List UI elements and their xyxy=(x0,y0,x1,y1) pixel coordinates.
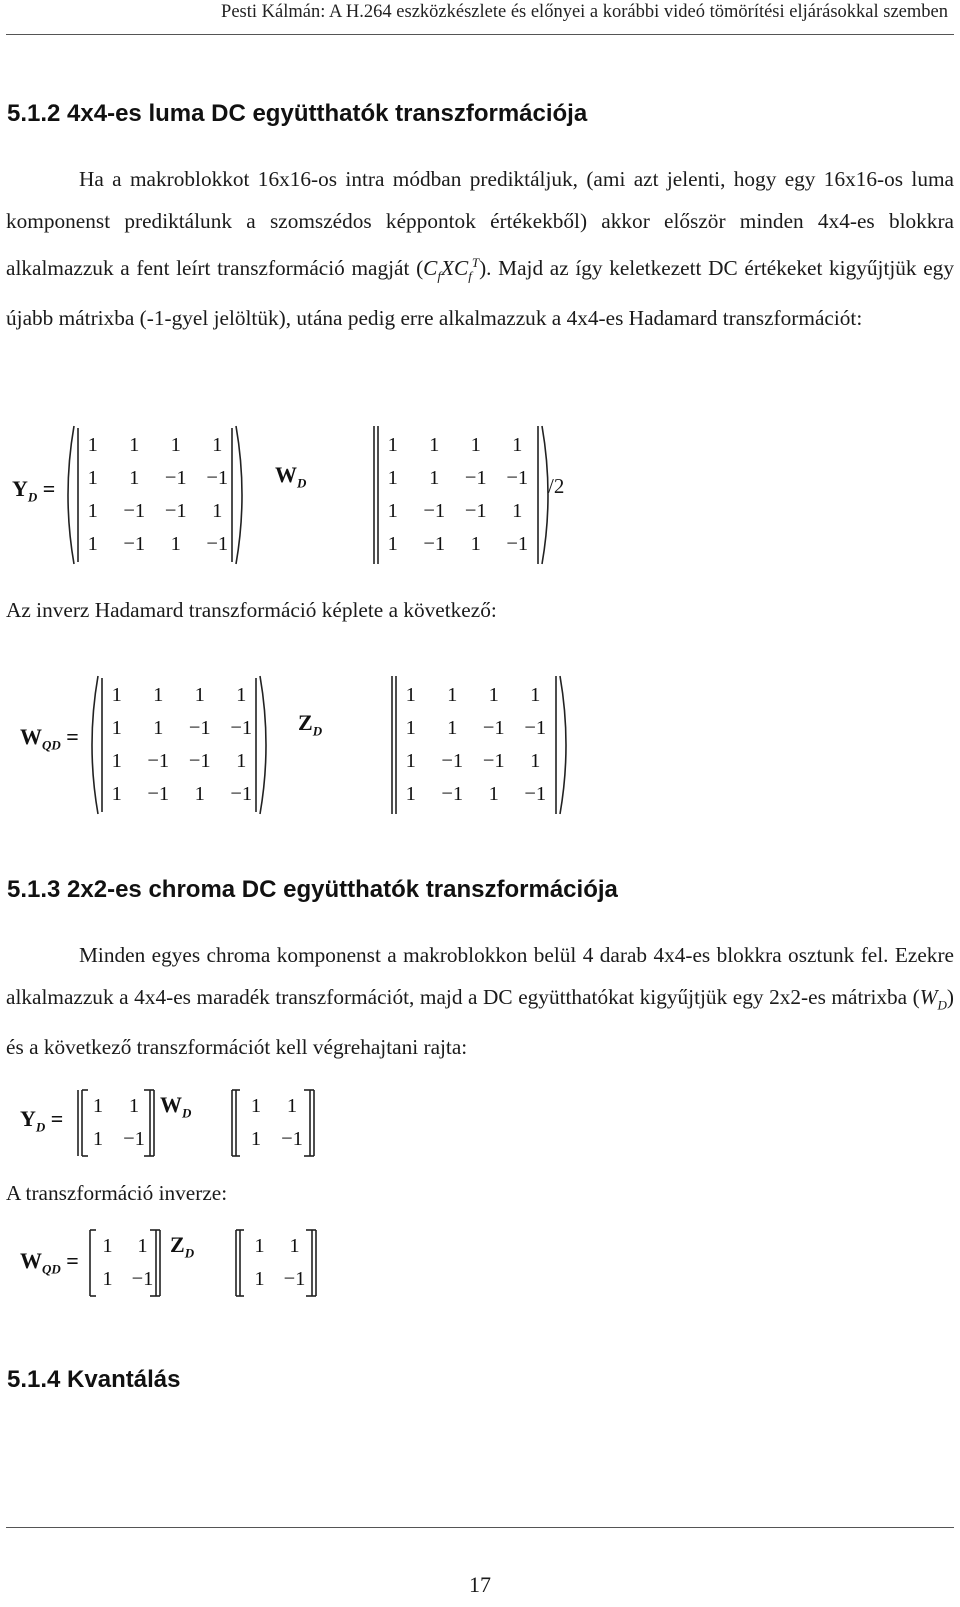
matrix-cell: −1 xyxy=(164,500,187,522)
matrix-cell: 1 xyxy=(137,1235,148,1257)
matrix-cell: 1 xyxy=(387,434,398,456)
equation-lhs: $Y_D$ = xyxy=(12,476,56,505)
matrix-cell: 1 xyxy=(87,467,98,489)
matrix-cells xyxy=(372,429,538,561)
matrix-cell: 1 xyxy=(111,717,122,739)
matrix-cell: 1 xyxy=(87,533,98,555)
matrix-cell: 1 xyxy=(405,750,416,772)
matrix-cell: 1 xyxy=(405,783,416,805)
matrix-cell: 1 xyxy=(87,500,98,522)
matrix-cell: 1 xyxy=(429,434,440,456)
matrix-cell: −1 xyxy=(147,783,170,805)
matrix-cell: −1 xyxy=(441,783,464,805)
matrix-cell: 1 xyxy=(87,434,98,456)
matrix-cell: 1 xyxy=(102,1235,113,1257)
matrix-cell: −1 xyxy=(230,783,253,805)
matrix-cells xyxy=(90,1230,160,1296)
matrix-cell: 1 xyxy=(236,684,247,706)
paragraph-chroma-dc xyxy=(6,934,954,1068)
matrix-cell: −1 xyxy=(131,1268,154,1290)
matrix-cell: 1 xyxy=(128,1095,140,1117)
matrix-cell: −1 xyxy=(506,533,529,555)
hadamard-matrix-left xyxy=(60,424,250,566)
matrix-cell: 1 xyxy=(212,434,223,456)
matrix-cell: 1 xyxy=(92,1128,104,1150)
matrix-cell: −1 xyxy=(164,467,187,489)
matrix-cell: 1 xyxy=(254,1268,265,1290)
matrix-cell: −1 xyxy=(423,500,446,522)
matrix-cell: 1 xyxy=(194,684,205,706)
matrix-cell: 1 xyxy=(447,717,458,739)
chroma-matrix-right xyxy=(228,1088,318,1158)
equation-lhs: $W_{QD}$ = xyxy=(20,1248,79,1277)
matrix-cell: 1 xyxy=(153,717,164,739)
matrix-cell: 1 xyxy=(111,783,122,805)
matrix-cell: −1 xyxy=(482,717,505,739)
equation-hadamard-forward xyxy=(0,410,960,580)
matrix-cell: 1 xyxy=(170,434,181,456)
matrix-cell: 1 xyxy=(111,684,122,706)
inverse-hadamard-intro: Az inverz Hadamard transzformáció képlete a következő: xyxy=(6,598,497,622)
equation-chroma-inverse xyxy=(0,1222,960,1302)
chroma-matrix-left xyxy=(86,1228,166,1298)
matrix-cells xyxy=(72,429,238,561)
equation-hadamard-inverse xyxy=(0,660,960,820)
equation-lhs: $W_{QD}$ = xyxy=(20,724,79,753)
section-title-5-1-4: 5.1.4 Kvantálás xyxy=(7,1366,181,1393)
matrix-cell: 1 xyxy=(470,533,481,555)
matrix-cell: 1 xyxy=(512,500,523,522)
matrix-cell: −1 xyxy=(206,467,229,489)
hadamard-matrix-right xyxy=(382,674,572,816)
matrix-cell: 1 xyxy=(236,750,247,772)
paragraph-luma-dc-text-a: Ha a makroblokkot 16x16-os intra módban prediktáljuk, (ami azt jelenti, hogy egy 16x16-os luma komponenst prediktálunk a szomszédos képpontok értékekből) akkor először minden 4x4-es blokkra alkalmazzuk a fent leírt transzformáció magját ( xyxy=(6,167,954,281)
matrix-cell: 1 xyxy=(212,500,223,522)
matrix-cell: 1 xyxy=(111,750,122,772)
paragraph-chroma-dc-text-a: Minden egyes chroma komponenst a makroblokkon belül 4 darab 4x4-es blokkra osztunk fel. Ezekre alkalmazzuk a 4x4-es maradék transzformációt, majd a DC együtthatókat kigyűjtjük egy 2x2-es mátrixba ( xyxy=(6,943,954,1009)
header-rule xyxy=(6,34,954,35)
matrix-cell: 1 xyxy=(102,1268,113,1290)
matrix-cell: −1 xyxy=(441,750,464,772)
matrix-cell: −1 xyxy=(524,717,547,739)
paragraph-chroma-dc-text-b: ) és a következő transzformációt kell végrehajtani rajta: xyxy=(6,985,954,1060)
matrix-cell: −1 xyxy=(123,1128,145,1150)
equation-mid-symbol: $Z_D$ xyxy=(298,710,323,739)
matrix-cell: 1 xyxy=(488,783,499,805)
equation-lhs: $Y_D$ = xyxy=(20,1106,64,1135)
matrix-cell: 1 xyxy=(170,533,181,555)
matrix-cell: 1 xyxy=(387,533,398,555)
matrix-cell: −1 xyxy=(281,1128,303,1150)
hadamard-matrix-left xyxy=(84,674,274,816)
matrix-cell: 1 xyxy=(405,684,416,706)
matrix-cell: 1 xyxy=(129,467,140,489)
matrix-cell: −1 xyxy=(464,467,487,489)
matrix-cell: 1 xyxy=(153,684,164,706)
matrix-cell: 1 xyxy=(530,750,541,772)
matrix-cell: −1 xyxy=(464,500,487,522)
formula-wd: $W_D$ xyxy=(919,985,947,1013)
matrix-cell: 1 xyxy=(405,717,416,739)
matrix-cells xyxy=(390,679,556,811)
matrix-cell: 1 xyxy=(447,684,458,706)
matrix-cell: −1 xyxy=(230,717,253,739)
matrix-cell: 1 xyxy=(92,1095,104,1117)
running-header: Pesti Kálmán: A H.264 eszközkészlete és előnyei a korábbi videó tömörítési eljárásokkal szemben xyxy=(221,2,948,22)
matrix-cell: −1 xyxy=(206,533,229,555)
matrix-cell: −1 xyxy=(188,717,211,739)
matrix-cell: 1 xyxy=(286,1095,298,1117)
hadamard-matrix-right xyxy=(364,424,554,566)
section-title-5-1-2: 5.1.2 4x4-es luma DC együtthatók transzformációja xyxy=(7,100,588,127)
footer-rule xyxy=(6,1527,954,1528)
matrix-cell: 1 xyxy=(289,1235,300,1257)
matrix-cell: 1 xyxy=(129,434,140,456)
paragraph-luma-dc-text-b: ). Majd az így keletkezett DC értékeket kigyűjtjük egy újabb mátrixba (-1-gyel jelöltük), utána pedig erre alkalmazzuk a 4x4-es Hadamard transzformációt: xyxy=(6,256,954,331)
matrix-cell: 1 xyxy=(470,434,481,456)
paragraph-luma-dc xyxy=(6,158,954,339)
matrix-cell: −1 xyxy=(283,1268,306,1290)
chroma-matrix-right xyxy=(232,1228,320,1298)
chroma-matrix-left xyxy=(74,1088,158,1158)
matrix-cell: −1 xyxy=(123,533,146,555)
formula-cf-x-cft: $C_fXC_f^T$ xyxy=(423,255,480,284)
equation-chroma-forward xyxy=(0,1082,960,1162)
equation-mid-symbol: $W_D$ xyxy=(160,1092,192,1121)
matrix-cell: 1 xyxy=(387,467,398,489)
matrix-cells xyxy=(242,1230,312,1296)
matrix-cell: −1 xyxy=(423,533,446,555)
matrix-cell: 1 xyxy=(250,1095,262,1117)
matrix-cell: 1 xyxy=(254,1235,265,1257)
matrix-cell: −1 xyxy=(188,750,211,772)
matrix-cell: 1 xyxy=(429,467,440,489)
chroma-inverse-intro: A transzformáció inverze: xyxy=(6,1181,228,1205)
matrix-cell: 1 xyxy=(488,684,499,706)
section-title-5-1-3: 5.1.3 2x2-es chroma DC együtthatók transzformációja xyxy=(7,876,618,903)
matrix-cell: −1 xyxy=(524,783,547,805)
matrix-cell: 1 xyxy=(250,1128,262,1150)
matrix-cells xyxy=(96,679,262,811)
matrix-cell: −1 xyxy=(482,750,505,772)
equation-mid-symbol: $Z_D$ xyxy=(170,1232,195,1261)
page-number: 17 xyxy=(469,1572,491,1597)
equation-divisor: /2 xyxy=(548,474,565,498)
equation-mid-symbol: $W_D$ xyxy=(275,462,307,491)
matrix-cell: −1 xyxy=(147,750,170,772)
matrix-cell: 1 xyxy=(512,434,523,456)
matrix-cell: 1 xyxy=(194,783,205,805)
matrix-cell: −1 xyxy=(123,500,146,522)
matrix-cell: −1 xyxy=(506,467,529,489)
matrix-cell: 1 xyxy=(530,684,541,706)
matrix-cells xyxy=(238,1090,310,1156)
matrix-cells xyxy=(80,1090,152,1156)
matrix-cell: 1 xyxy=(387,500,398,522)
